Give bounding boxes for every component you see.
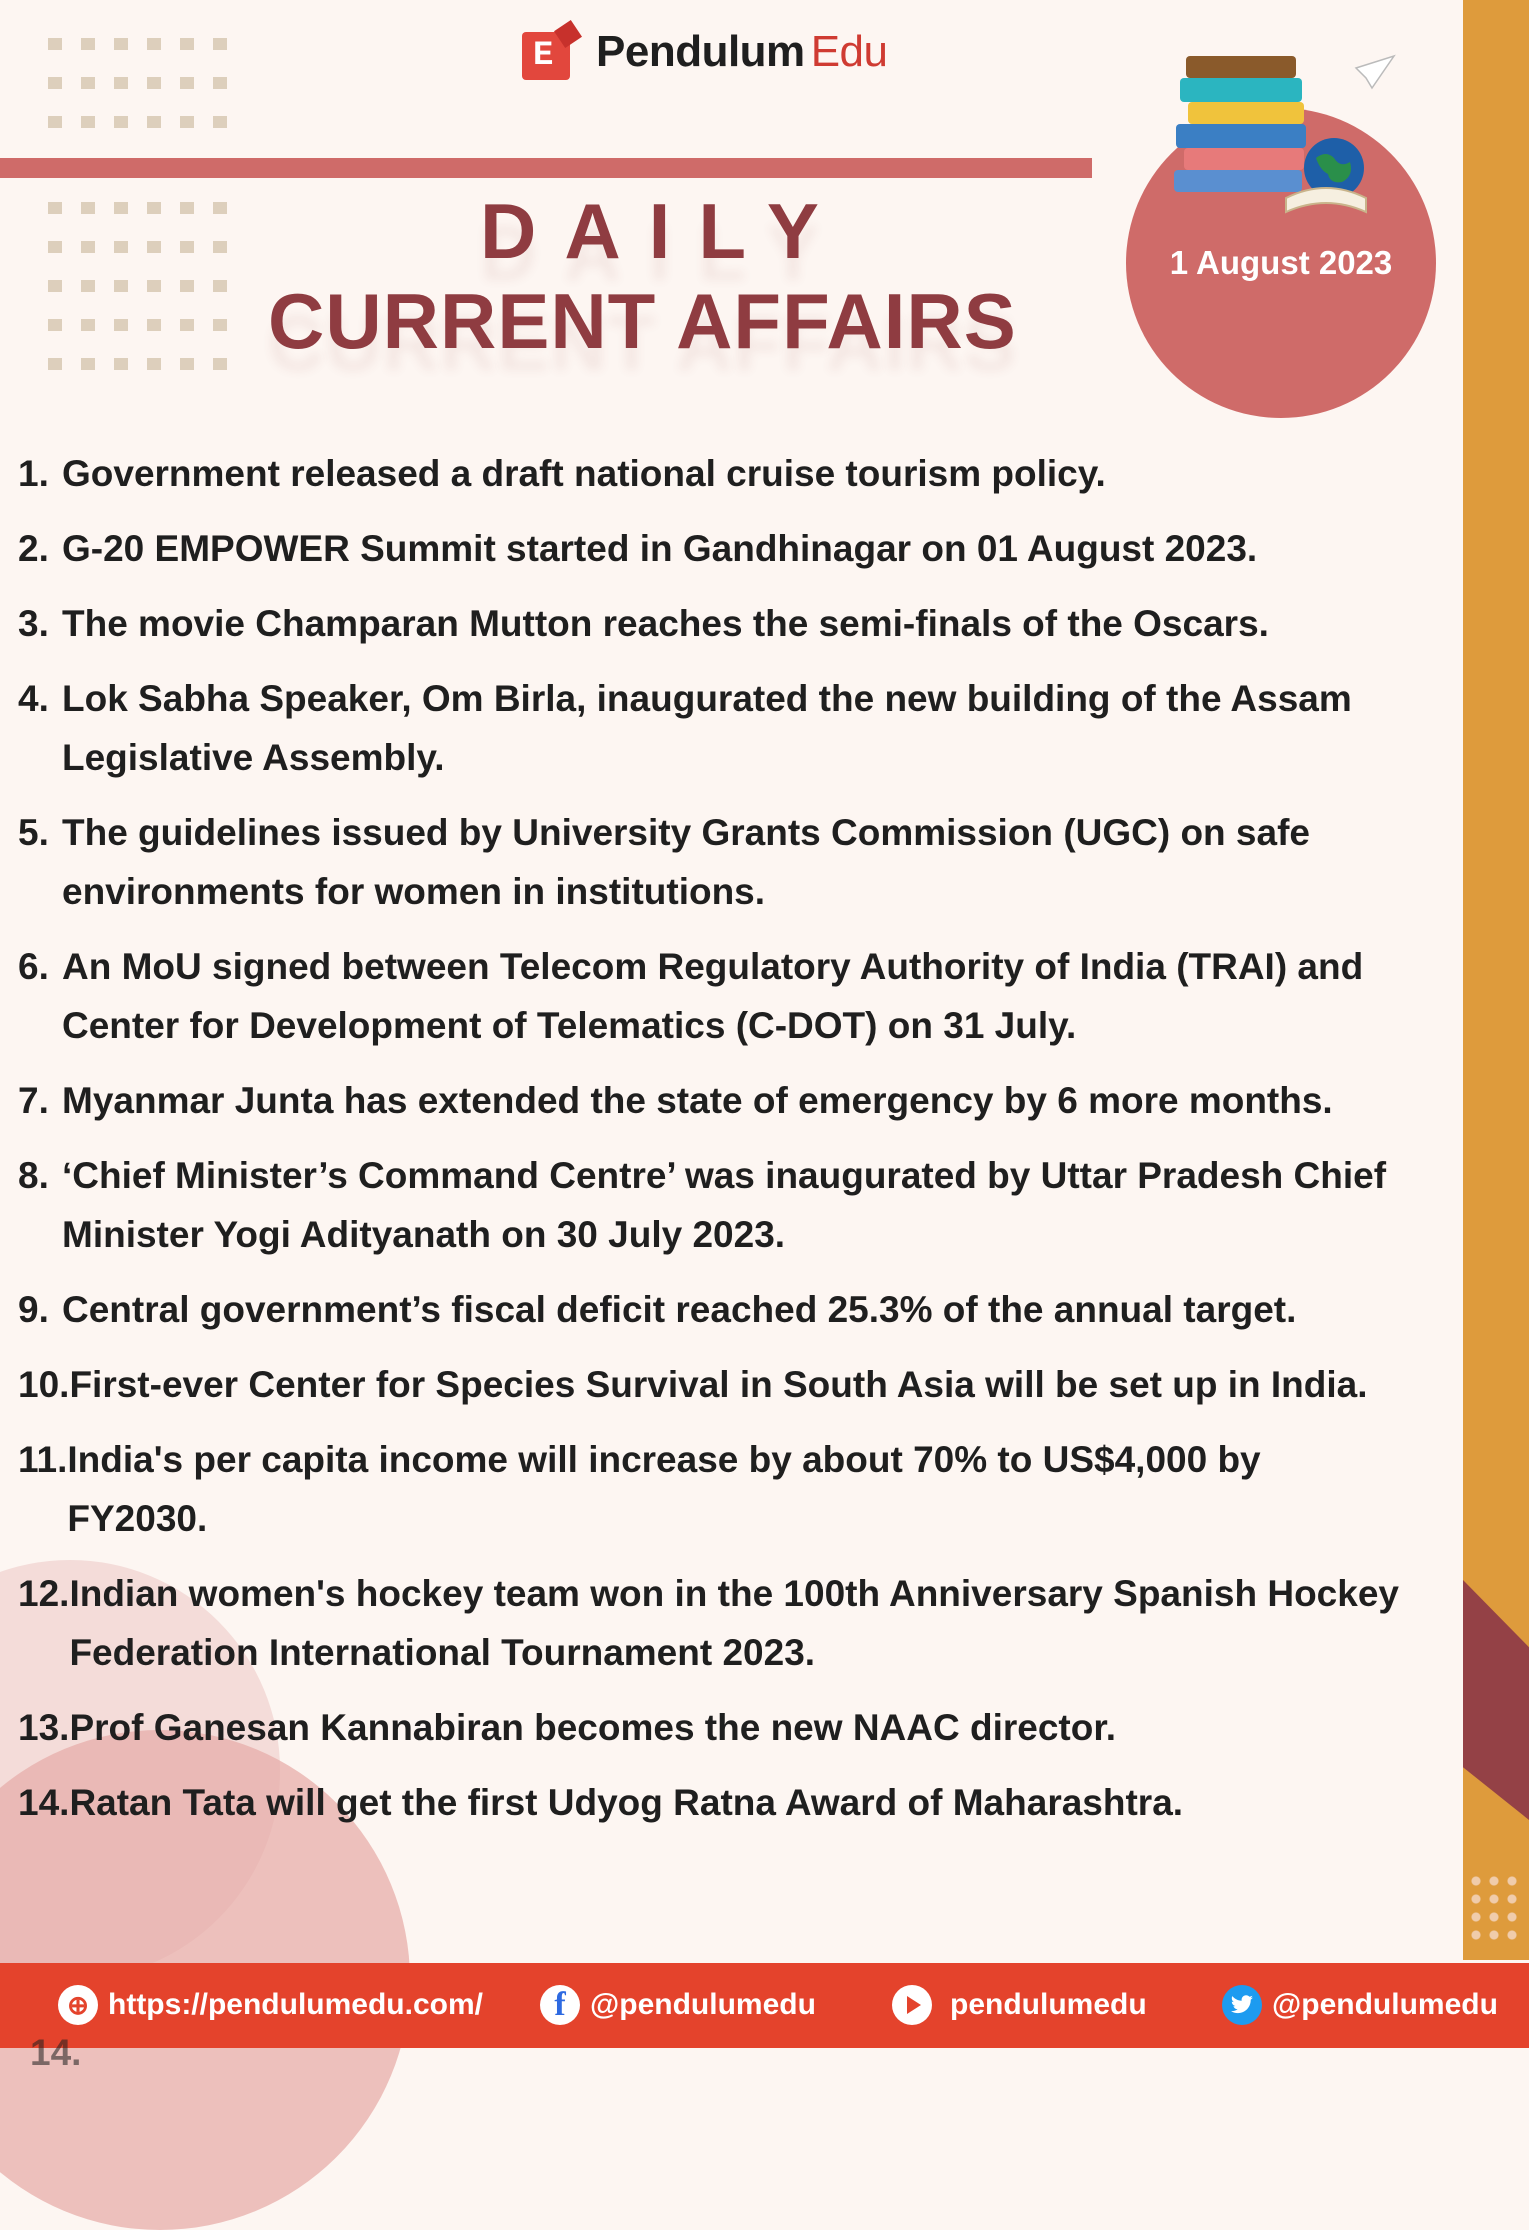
globe-icon: ⊕ (58, 1985, 98, 2025)
list-item: 2. G-20 EMPOWER Summit started in Gandhinagar on 01 August 2023. (18, 528, 1258, 569)
news-list (18, 444, 1408, 1848)
list-item: 6. An MoU signed between Telecom Regulatory Authority of India (TRAI) and Center for Development of Telematics (C-DOT) on 31 July. (18, 946, 1364, 1046)
youtube-link[interactable] (892, 1983, 1147, 2027)
list-item: 12. Indian women's hockey team won in the 100th Anniversary Spanish Hockey Federation International Tournament 2023. (18, 1573, 1399, 1673)
social-footer (0, 1963, 1529, 2048)
brand-name: Pendulum Edu (596, 27, 888, 76)
dot-grid-middle (48, 202, 227, 370)
title-current-affairs: CURRENT AFFAIRS (268, 277, 1017, 365)
youtube-handle: pendulumedu (950, 1988, 1147, 2021)
list-item: 9. Central government’s fiscal deficit reached 25.3% of the annual target. (18, 1289, 1297, 1330)
pendulum-logo-icon (520, 20, 584, 84)
facebook-handle: @pendulumedu (590, 1988, 816, 2021)
list-item: 5. The guidelines issued by University Grants Commission (UGC) on safe environments for women in institutions. (18, 812, 1310, 912)
list-item: 8. ‘Chief Minister’s Command Centre’ was inaugurated by Uttar Pradesh Chief Minister Yogi Adityanath on 30 July 2023. (18, 1155, 1387, 1255)
list-item: 10. First-ever Center for Species Survival in South Asia will be set up in India. (18, 1364, 1368, 1405)
twitter-handle: @pendulumedu (1272, 1988, 1498, 2021)
twitter-icon (1222, 1985, 1262, 2025)
list-item: 14. Ratan Tata will get the first Udyog Ratna Award of Maharashtra. (18, 1782, 1184, 1823)
list-item: 1. Government released a draft national cruise tourism policy. (18, 453, 1106, 494)
list-item: 11. India's per capita income will increase by about 70% to US$4,000 by FY2030. (18, 1439, 1261, 1539)
right-dot-pattern (1467, 1872, 1523, 1942)
title-daily: DAILY (480, 187, 847, 275)
list-item: 4. Lok Sabha Speaker, Om Birla, inaugurated the new building of the Assam Legislative Assembly. (18, 678, 1352, 778)
books-icon (1166, 48, 1406, 228)
website-url: https://pendulumedu.com/ (108, 1988, 483, 2021)
ghost-duplicate-line: 14. (30, 2032, 82, 2073)
header-divider (0, 158, 1092, 178)
list-item: 13. Prof Ganesan Kannabiran becomes the new NAAC director. (18, 1707, 1116, 1748)
list-item: 7. Myanmar Junta has extended the state of emergency by 6 more months. (18, 1080, 1333, 1121)
website-link[interactable] (58, 1983, 483, 2027)
youtube-icon (892, 1985, 932, 2025)
dot-grid-top (48, 38, 227, 128)
brand-logo (520, 20, 887, 84)
facebook-link[interactable] (540, 1983, 816, 2027)
list-item: 3. The movie Champaran Mutton reaches the semi-finals of the Oscars. (18, 603, 1269, 644)
issue-date: 1 August 2023 (1169, 244, 1393, 281)
twitter-link[interactable] (1222, 1983, 1498, 2027)
facebook-icon: f (540, 1985, 580, 2025)
